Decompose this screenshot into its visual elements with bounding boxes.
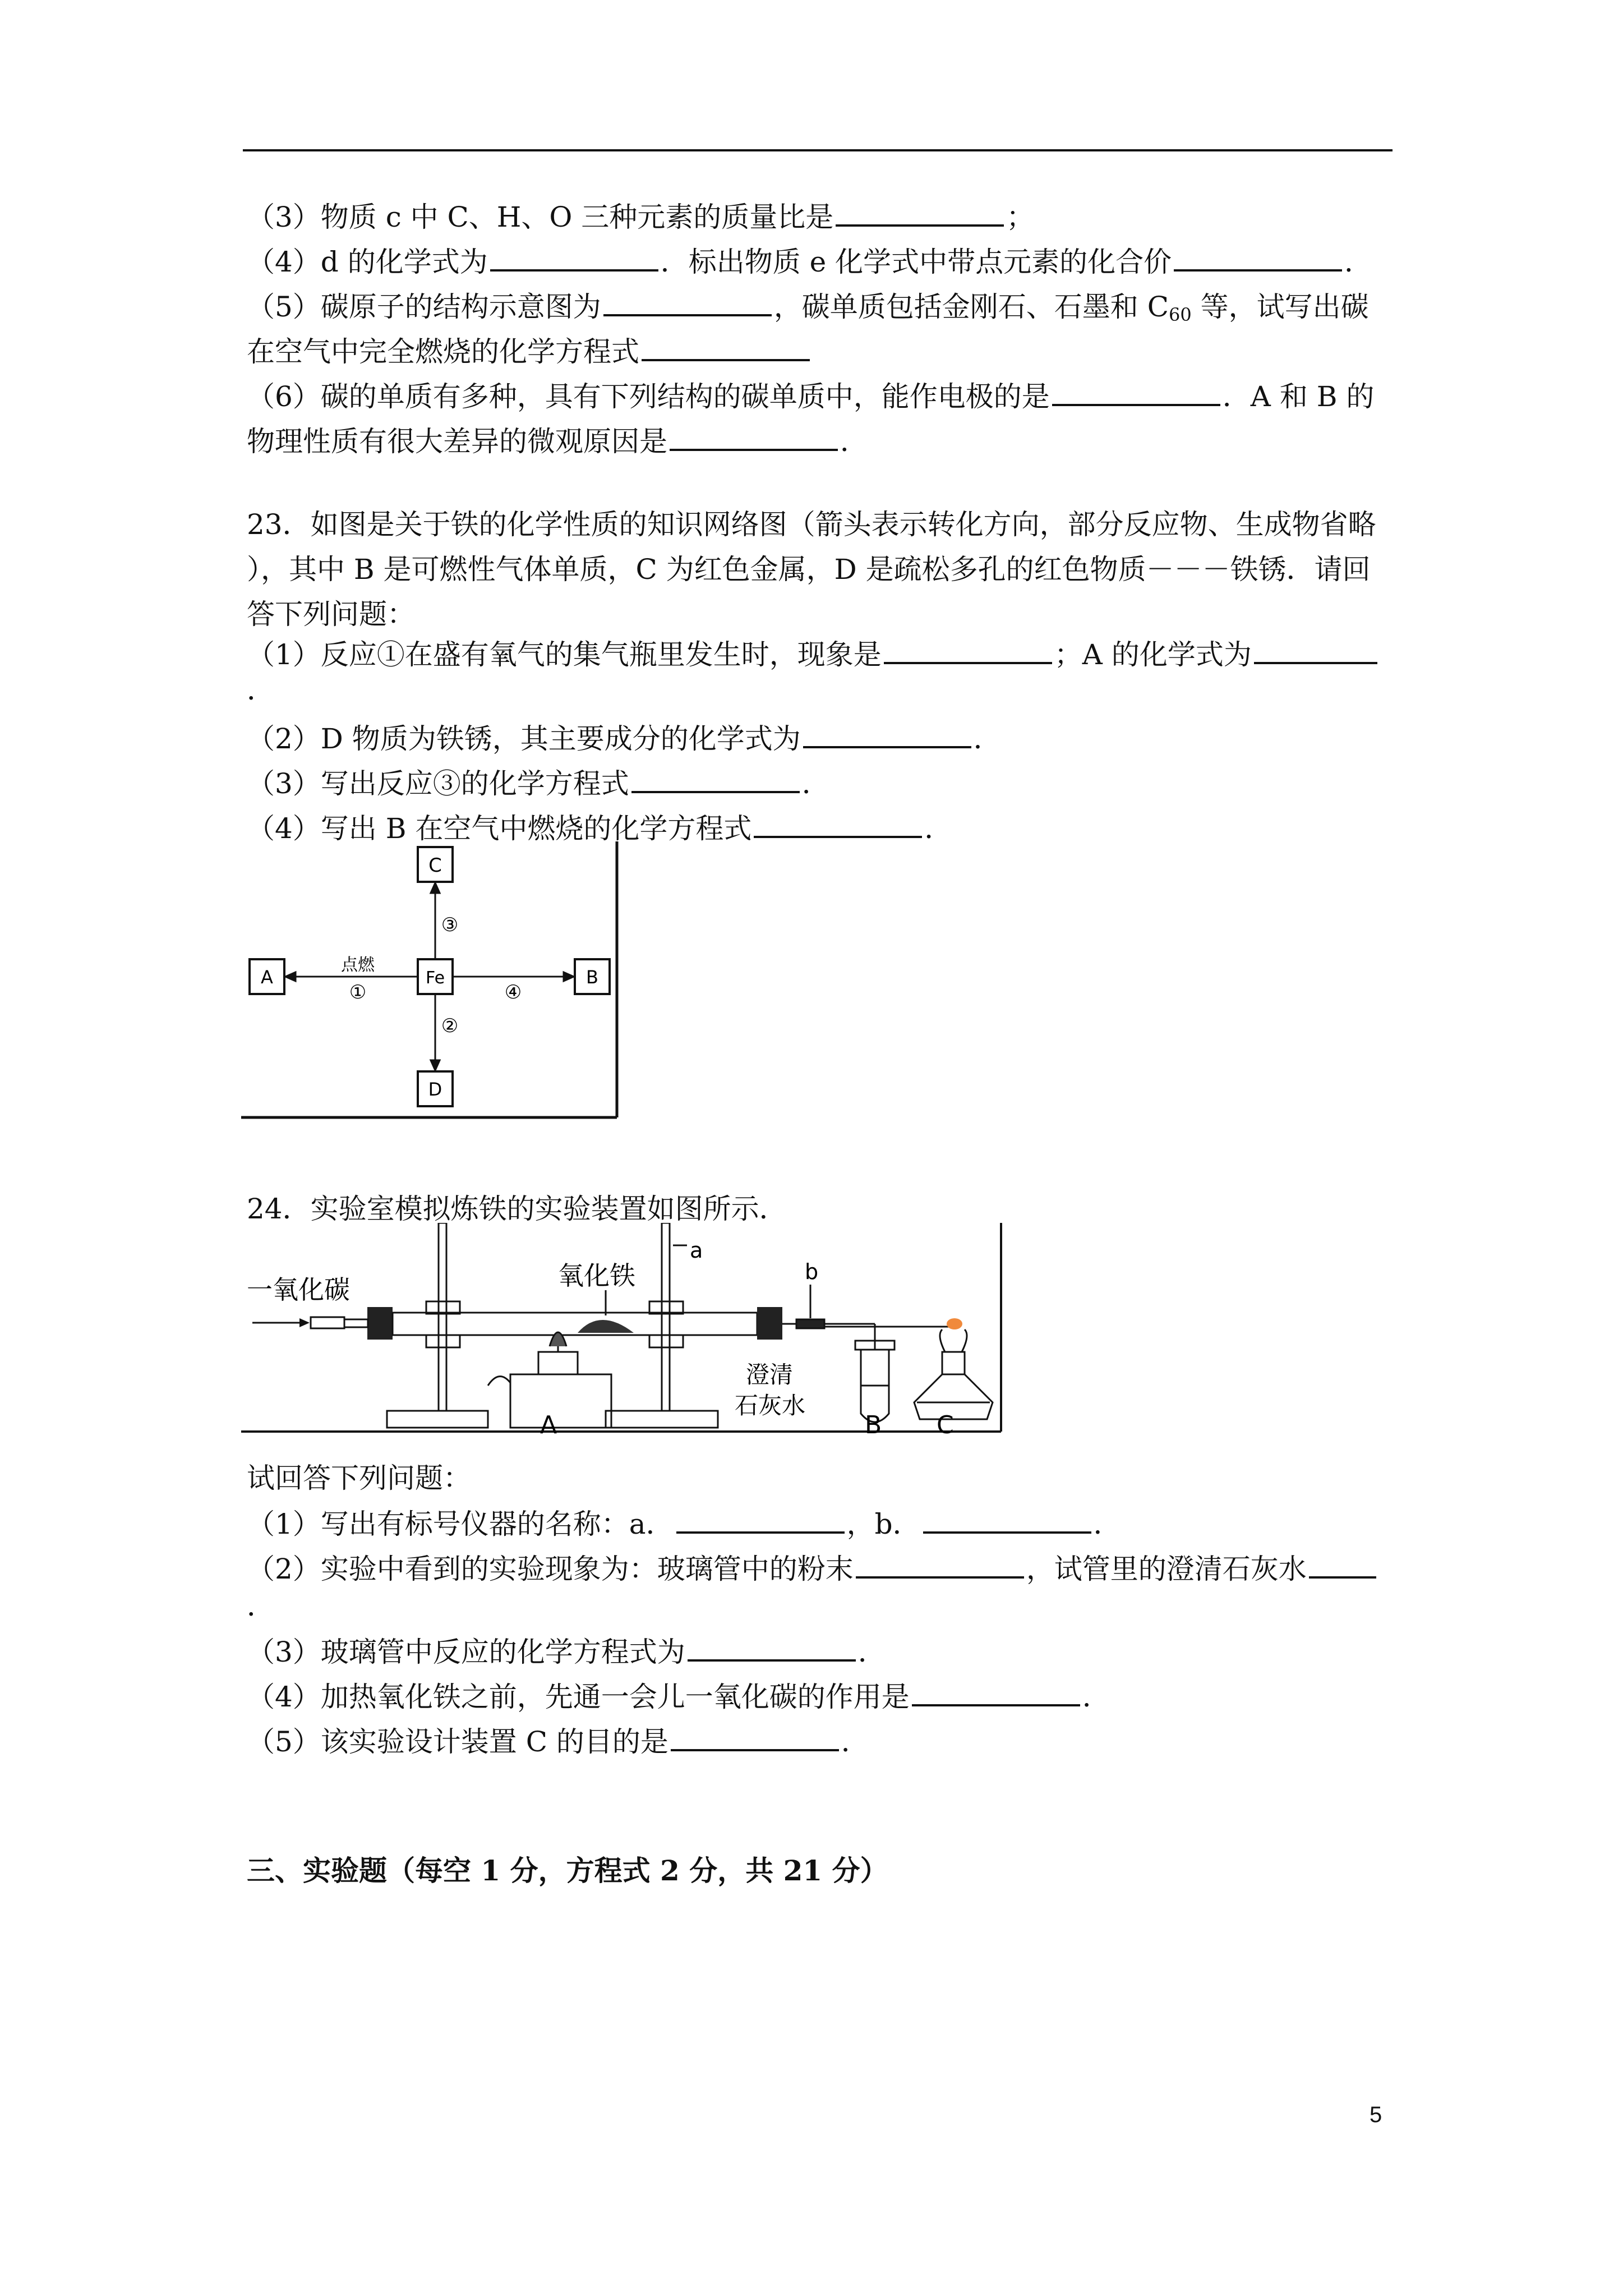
page-number: 5: [1370, 2102, 1382, 2127]
q24-intro-text: 试回答下列问题：: [247, 1462, 471, 1494]
q24-q2: [247, 1548, 1378, 1589]
q24-q3: [247, 1631, 886, 1672]
iron-smelting-apparatus: [241, 1223, 1009, 1436]
punct: ．: [924, 812, 953, 845]
q24-stem-text: 24．实验室模拟炼铁的实验装置如图所示．: [247, 1193, 787, 1225]
answer-blank[interactable]: [1254, 634, 1377, 664]
answer-blank[interactable]: [912, 1676, 1080, 1706]
q22-6-text: （6）碳的单质有多种，具有下列结构的碳单质中，能作电极的是: [247, 380, 1050, 413]
punct: ．: [801, 767, 830, 800]
answer-blank[interactable]: [1052, 376, 1220, 406]
iron-network-diagram: [241, 841, 623, 1122]
q23-q2: [247, 718, 1002, 758]
q23-stem-3: [247, 595, 415, 634]
q23-q1-end: [247, 670, 275, 710]
answer-blank[interactable]: [642, 331, 810, 361]
iron-oxide-label: 氧化铁: [558, 1260, 635, 1291]
test-tube: [855, 1341, 895, 1422]
apparatus-c-label: C: [937, 1411, 954, 1436]
answer-blank[interactable]: [603, 286, 772, 316]
q24-q2-end: [247, 1586, 275, 1626]
answer-blank[interactable]: [856, 1548, 1024, 1579]
box-fe: [418, 959, 453, 994]
apparatus-a-label: A: [540, 1411, 557, 1436]
gas-inlet-arrow: [252, 1317, 344, 1328]
left-iron-stand: [387, 1223, 488, 1428]
box-b: [575, 959, 610, 994]
answer-blank[interactable]: [490, 241, 658, 272]
q22-5-text-d: 在空气中完全燃烧的化学方程式: [247, 335, 639, 368]
punct: ．: [973, 723, 1002, 755]
q23-stem-text-3: 答下列问题：: [247, 598, 415, 631]
condition-ignite-label: 点燃: [341, 955, 375, 975]
q24-1-text-b: ，b．: [846, 1508, 921, 1540]
burner-c: [914, 1329, 993, 1419]
answer-blank[interactable]: [884, 634, 1052, 664]
reaction-1-label: ①: [349, 981, 367, 1004]
label-a: a: [690, 1238, 703, 1263]
q22-3-text: （3）物质 c 中 C、H、O 三种元素的质量比是: [247, 201, 834, 233]
punct: ．: [857, 1636, 886, 1668]
answer-blank[interactable]: [803, 718, 971, 748]
answer-blank[interactable]: [670, 421, 838, 451]
answer-blank[interactable]: [836, 196, 1004, 227]
arrow-fe-to-b: [453, 972, 574, 981]
q23-4-text: （4）写出 B 在空气中燃烧的化学方程式: [247, 812, 752, 845]
q22-6-text-c: 物理性质有很大差异的微观原因是: [247, 425, 667, 458]
q22-line-5b: [247, 331, 812, 371]
header-rule: [243, 149, 1393, 151]
q22-line-5: [247, 286, 1369, 334]
label-b: b: [805, 1259, 819, 1284]
q22-5-text-b: ，碳单质包括金刚石、石墨和 C: [773, 291, 1169, 323]
punct: ；: [1006, 201, 1035, 233]
q24-intro: [247, 1458, 471, 1498]
q22-line-3: [247, 196, 1034, 237]
box-d-label: D: [428, 1079, 442, 1100]
apparatus-b-label: B: [865, 1411, 882, 1436]
punct: ．: [1093, 1508, 1122, 1540]
box-d: [418, 1071, 453, 1106]
reaction-3-label: ③: [441, 914, 459, 936]
q23-stem-text-1: 23．如图是关于铁的化学性质的知识网络图（箭头表示转化方向，部分反应物、生成物省略: [247, 508, 1376, 541]
subscript-60: 60: [1168, 304, 1192, 325]
answer-blank[interactable]: [754, 808, 922, 838]
answer-blank[interactable]: [1309, 1548, 1376, 1579]
box-a: [250, 959, 284, 994]
arrow-fe-to-d: [431, 994, 440, 1070]
q24-q5: [247, 1721, 869, 1761]
q22-5-text-c: 等，试写出碳: [1191, 291, 1369, 323]
answer-blank[interactable]: [1174, 241, 1342, 272]
q24-4-text: （4）加热氧化铁之前，先通一会儿一氧化碳的作用是: [247, 1681, 910, 1713]
q23-stem-text-2: ），其中 B 是可燃性气体单质，C 为红色金属，D 是疏松多孔的红色物质－－－铁锈．请回: [247, 553, 1371, 586]
punct: ．: [841, 1726, 869, 1758]
q23-q1: [247, 634, 1380, 674]
q24-1-text: （1）写出有标号仪器的名称：a．: [247, 1508, 674, 1540]
answer-blank[interactable]: [671, 1721, 839, 1751]
box-b-label: B: [586, 967, 598, 988]
q23-2-text: （2）D 物质为铁锈，其主要成分的化学式为: [247, 723, 801, 755]
limewater-label-2: 石灰水: [735, 1392, 806, 1419]
q23-q3: [247, 763, 830, 803]
punct: ．: [247, 1590, 275, 1622]
q22-6-text-b: ．A 和 B 的: [1222, 380, 1375, 413]
q23-1-text: （1）反应①在盛有氧气的集气瓶里发生时，现象是: [247, 638, 882, 671]
q23-stem-2: [247, 550, 1371, 589]
q23-3-text: （3）写出反应③的化学方程式: [247, 767, 629, 800]
box-c-label: C: [428, 854, 442, 877]
q24-5-text: （5）该实验设计装置 C 的目的是: [247, 1726, 668, 1758]
q22-5-text: （5）碳原子的结构示意图为: [247, 291, 601, 323]
q22-line-6b: [247, 421, 868, 461]
reaction-2-label: ②: [441, 1015, 459, 1037]
reaction-4-label: ④: [504, 981, 522, 1004]
answer-blank[interactable]: [923, 1503, 1091, 1534]
q24-q4: [247, 1676, 1110, 1717]
iron-oxide-powder: [578, 1320, 634, 1333]
q24-2-text: （2）实验中看到的实验现象为：玻璃管中的粉末: [247, 1553, 854, 1585]
q22-4-text: （4）d 的化学式为: [247, 246, 488, 278]
q24-2-text-b: ，试管里的澄清石灰水: [1026, 1553, 1307, 1585]
delivery-tube-b: [782, 1285, 956, 1349]
answer-blank[interactable]: [688, 1631, 856, 1662]
q22-4-text-b: ．标出物质 e 化学式中带点元素的化合价: [660, 246, 1172, 278]
punct: ．: [1082, 1681, 1110, 1713]
section-3-text: 三、实验题（每空 1 分，方程式 2 分，共 21 分）: [247, 1854, 888, 1887]
answer-blank[interactable]: [676, 1503, 845, 1534]
limewater-label-1: 澄清: [746, 1361, 794, 1388]
punct: ．: [840, 425, 868, 458]
answer-blank[interactable]: [631, 763, 800, 793]
right-stopper: [757, 1307, 782, 1340]
arrow-fe-to-c: [431, 883, 440, 959]
q23-1-text-b: ；A 的化学式为: [1054, 638, 1252, 671]
box-a-label: A: [261, 967, 273, 988]
q24-3-text: （3）玻璃管中反应的化学方程式为: [247, 1636, 685, 1668]
section-3-heading: [247, 1851, 888, 1890]
left-stopper: [367, 1307, 393, 1340]
box-c: [418, 847, 453, 882]
q24-q1: [247, 1503, 1122, 1544]
q23-stem-1: [247, 505, 1376, 544]
box-fe-label: Fe: [425, 968, 445, 988]
punct: ．: [1344, 246, 1373, 278]
punct: ．: [247, 674, 275, 706]
q22-line-6: [247, 376, 1374, 416]
co-label: 一氧化碳: [247, 1274, 350, 1305]
flame-icon: [947, 1318, 962, 1329]
q22-line-4: [247, 241, 1372, 282]
